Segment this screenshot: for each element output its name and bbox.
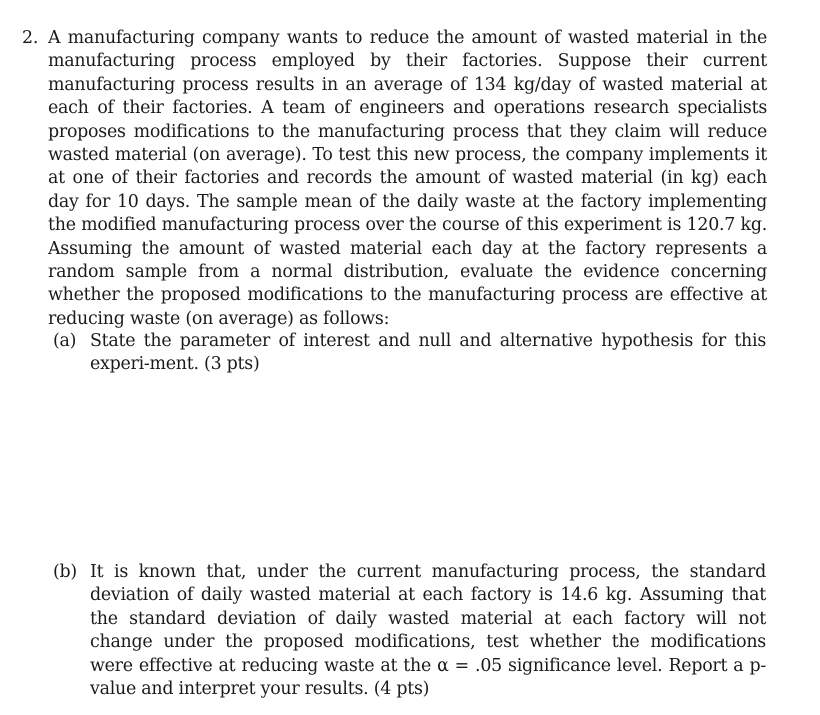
part-a: [53, 330, 766, 377]
part-a-text: State the parameter of interest and null and alternative hypothesis for this experi-ment. (3 pts): [90, 331, 766, 375]
problem-2: [22, 27, 767, 331]
problem-number: 2.: [22, 28, 39, 48]
part-b: [53, 561, 766, 701]
part-a-label: (a): [53, 331, 77, 351]
part-b-text: It is known that, under the current manufacturing process, the standard deviation of daily wasted material at each factory is 14.6 kg. Assuming that the standard deviation of daily wasted material at each factory will not change under the proposed modifications, test whether the modifications were effective at reducing waste at the α = .05 significance level. Report a p-value and interpret your results. (4 pts): [90, 562, 766, 700]
problem-statement: A manufacturing company wants to reduce the amount of wasted material in the manufacturing process employed by their factories. Suppose their current manufacturing process results in an average of 134 kg/day of wasted material at each of their factories. A team of engineers and operations research specialists proposes modifications to the manufacturing process that they claim will reduce wasted material (on average). To test this new process, the company implements it at one of their factories and records the amount of wasted material (in kg) each day for 10 days. The sample mean of the daily waste at the factory implementing the modified manufacturing process over the course of this experiment is 120.7 kg. Assuming the amount of wasted material each day at the factory represents a random sample from a normal distribution, evaluate the evidence concerning whether the proposed modifications to the manufacturing process are effective at reducing waste (on average) as follows:: [48, 28, 767, 329]
answer-space-a: [53, 400, 766, 540]
part-b-label: (b): [53, 562, 77, 582]
